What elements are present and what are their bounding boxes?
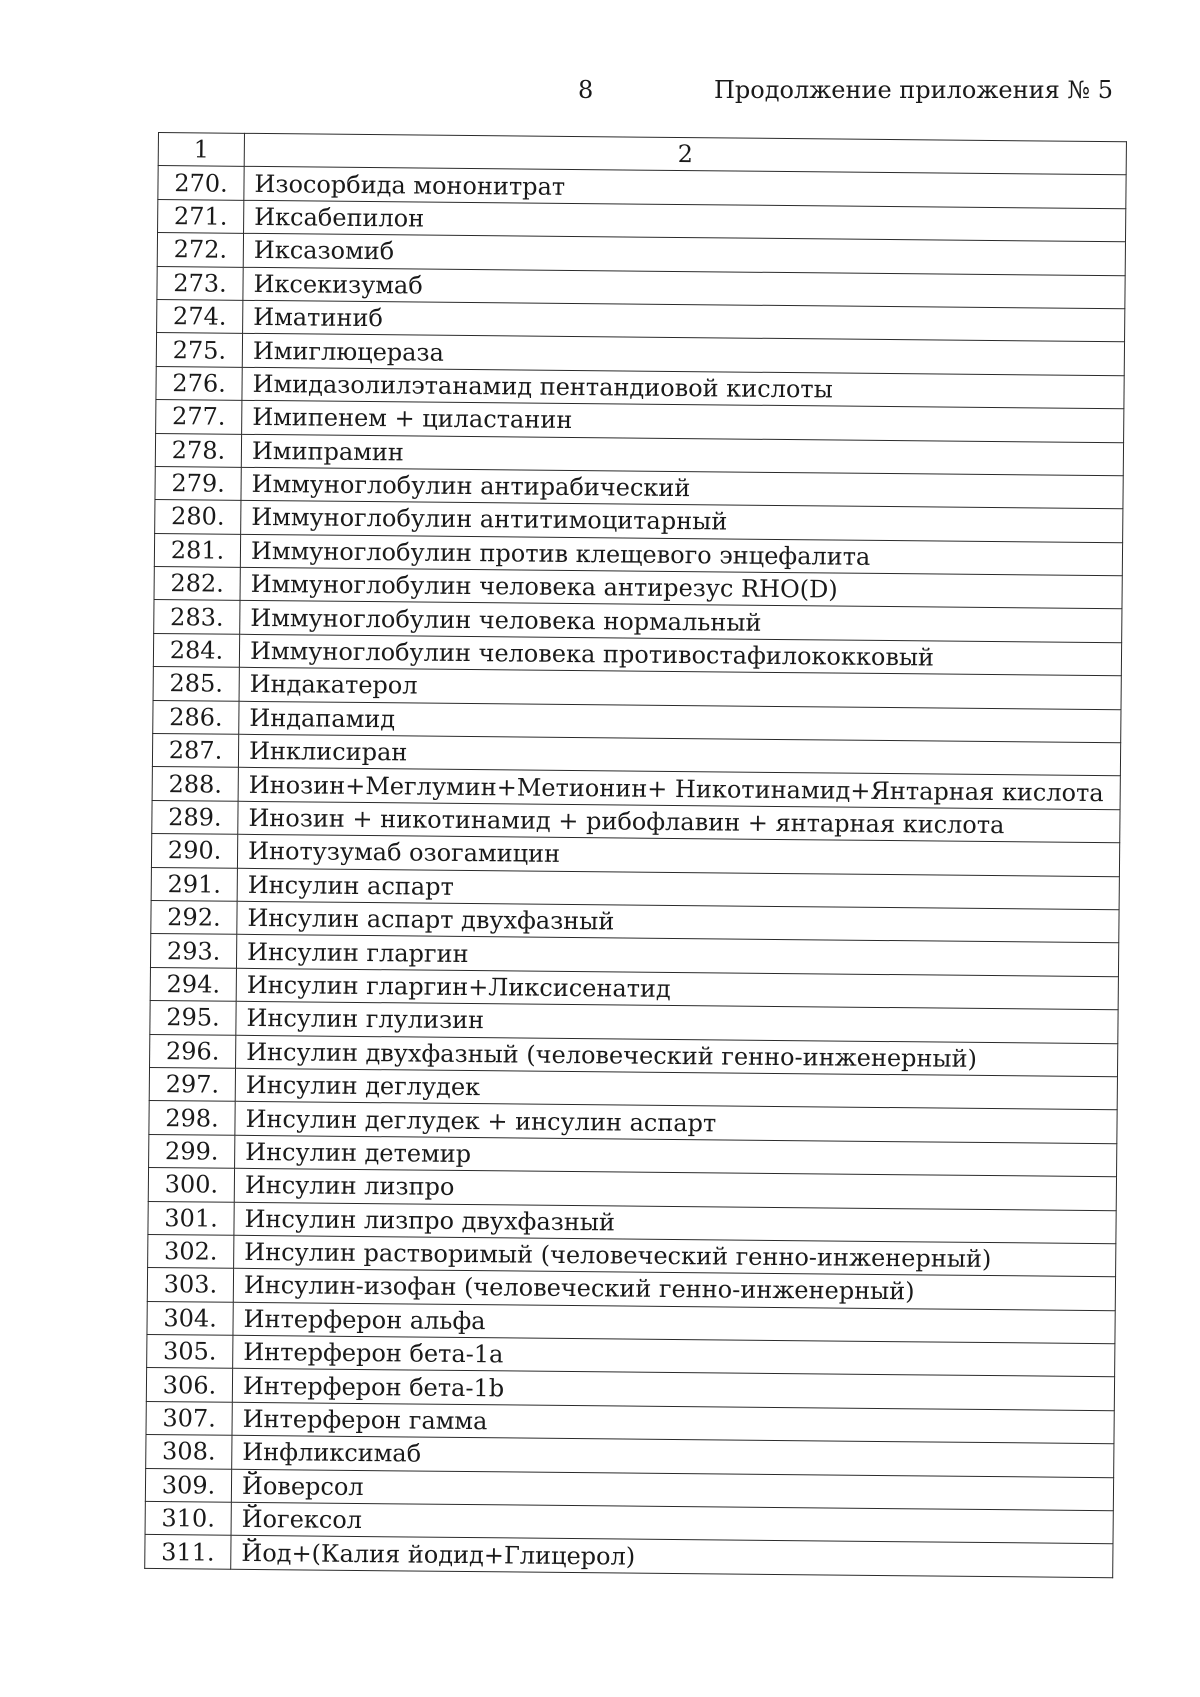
drug-table	[144, 132, 1127, 1578]
row-number: 304.	[147, 1301, 233, 1335]
drug-name: Йогексол	[231, 1502, 1113, 1544]
row-number: 290.	[151, 834, 237, 868]
row-number: 292.	[151, 900, 237, 934]
drug-name: Инозин + никотинамид + рибофлавин + янтарная кислота	[238, 801, 1120, 843]
drug-name: Инсулин аспарт двухфазный	[237, 901, 1119, 943]
row-number: 302.	[148, 1234, 234, 1268]
drug-name: Иматиниб	[243, 300, 1125, 342]
row-number: 293.	[150, 934, 236, 968]
drug-name: Иммуноглобулин против клещевого энцефалита	[240, 534, 1122, 576]
row-number: 307.	[146, 1401, 232, 1435]
row-number: 273.	[157, 266, 243, 300]
drug-name: Интерферон гамма	[232, 1402, 1114, 1444]
continuation-heading: Продолжение приложения № 5	[713, 76, 1113, 104]
drug-name: Имипенем + циластанин	[242, 400, 1124, 442]
row-number: 309.	[145, 1468, 231, 1502]
row-number: 299.	[149, 1134, 235, 1168]
row-number: 296.	[150, 1034, 236, 1068]
drug-name: Инотузумаб озогамицин	[237, 835, 1119, 877]
drug-name: Имиглюцераза	[242, 334, 1124, 376]
drug-name: Инклисиран	[238, 734, 1120, 776]
row-number: 282.	[154, 567, 240, 601]
row-number: 286.	[153, 700, 239, 734]
drug-name: Инозин+Меглумин+Метионин+ Никотинамид+Янтарная кислота	[238, 768, 1120, 810]
row-number: 298.	[149, 1101, 235, 1135]
drug-name: Инсулин лизпро	[234, 1168, 1116, 1210]
row-number: 311.	[145, 1535, 231, 1569]
drug-name: Индапамид	[239, 701, 1121, 743]
drug-name: Индакатерол	[239, 668, 1121, 710]
row-number: 280.	[155, 500, 241, 534]
row-number: 303.	[147, 1268, 233, 1302]
drug-name: Иксекизумаб	[243, 267, 1125, 309]
row-number: 288.	[152, 767, 238, 801]
drug-table-wrapper	[144, 132, 1126, 1578]
row-number: 291.	[151, 867, 237, 901]
page-number: 8	[578, 76, 594, 104]
row-number: 271.	[158, 199, 244, 233]
drug-name: Инсулин лизпро двухфазный	[234, 1202, 1116, 1244]
column-header-name: 2	[244, 133, 1126, 175]
drug-name: Инсулин растворимый (человеческий генно-инженерный)	[234, 1235, 1116, 1277]
drug-name: Иммуноглобулин антитимоцитарный	[241, 501, 1123, 543]
drug-name: Иммуноглобулин человека нормальный	[240, 601, 1122, 643]
row-number: 276.	[156, 366, 242, 400]
drug-name: Инсулин деглудек	[235, 1068, 1117, 1110]
drug-name: Изосорбида мононитрат	[244, 167, 1126, 209]
table-body	[145, 166, 1126, 1578]
row-number: 294.	[150, 967, 236, 1001]
row-number: 287.	[152, 734, 238, 768]
row-number: 300.	[148, 1168, 234, 1202]
row-number: 295.	[150, 1001, 236, 1035]
row-number: 310.	[145, 1501, 231, 1535]
drug-name: Инсулин деглудек + инсулин аспарт	[235, 1102, 1117, 1144]
column-header-number: 1	[158, 133, 244, 167]
row-number: 284.	[153, 633, 239, 667]
drug-name: Иксазомиб	[243, 233, 1125, 275]
drug-name: Иммуноглобулин антирабический	[241, 467, 1123, 509]
drug-name: Инфликсимаб	[232, 1436, 1114, 1478]
row-number: 285.	[153, 667, 239, 701]
row-number: 278.	[155, 433, 241, 467]
drug-name: Имидазолилэтанамид пентандиовой кислоты	[242, 367, 1124, 409]
row-number: 281.	[154, 533, 240, 567]
row-number: 279.	[155, 466, 241, 500]
drug-name: Иммуноглобулин человека антирезус RHO(D)	[240, 567, 1122, 609]
drug-name: Йод+(Калия йодид+Глицерол)	[231, 1536, 1113, 1578]
drug-name: Имипрамин	[241, 434, 1123, 476]
drug-name: Инсулин детемир	[235, 1135, 1117, 1177]
row-number: 289.	[152, 800, 238, 834]
drug-name: Йоверсол	[231, 1469, 1113, 1511]
drug-name: Интерферон альфа	[233, 1302, 1115, 1344]
drug-name: Инсулин гларгин	[236, 935, 1118, 977]
drug-name: Иксабепилон	[244, 200, 1126, 242]
row-number: 274.	[157, 299, 243, 333]
row-number: 297.	[149, 1067, 235, 1101]
drug-name: Инсулин двухфазный (человеческий генно-инженерный)	[236, 1035, 1118, 1077]
row-number: 301.	[148, 1201, 234, 1235]
row-number: 272.	[157, 233, 243, 267]
row-number: 283.	[154, 600, 240, 634]
drug-name: Инсулин гларгин+Ликсисенатид	[236, 968, 1118, 1010]
row-number: 305.	[147, 1335, 233, 1369]
drug-name: Инсулин-изофан (человеческий генно-инженерный)	[233, 1269, 1115, 1311]
row-number: 270.	[158, 166, 244, 200]
drug-name: Интерферон бета-1a	[233, 1335, 1115, 1377]
drug-name: Иммуноглобулин человека противостафилококковый	[239, 634, 1121, 676]
row-number: 277.	[156, 400, 242, 434]
drug-name: Инсулин аспарт	[237, 868, 1119, 910]
drug-name: Инсулин глулизин	[236, 1001, 1118, 1043]
drug-name: Интерферон бета-1b	[232, 1369, 1114, 1411]
row-number: 308.	[146, 1435, 232, 1469]
row-number: 306.	[146, 1368, 232, 1402]
row-number: 275.	[156, 333, 242, 367]
